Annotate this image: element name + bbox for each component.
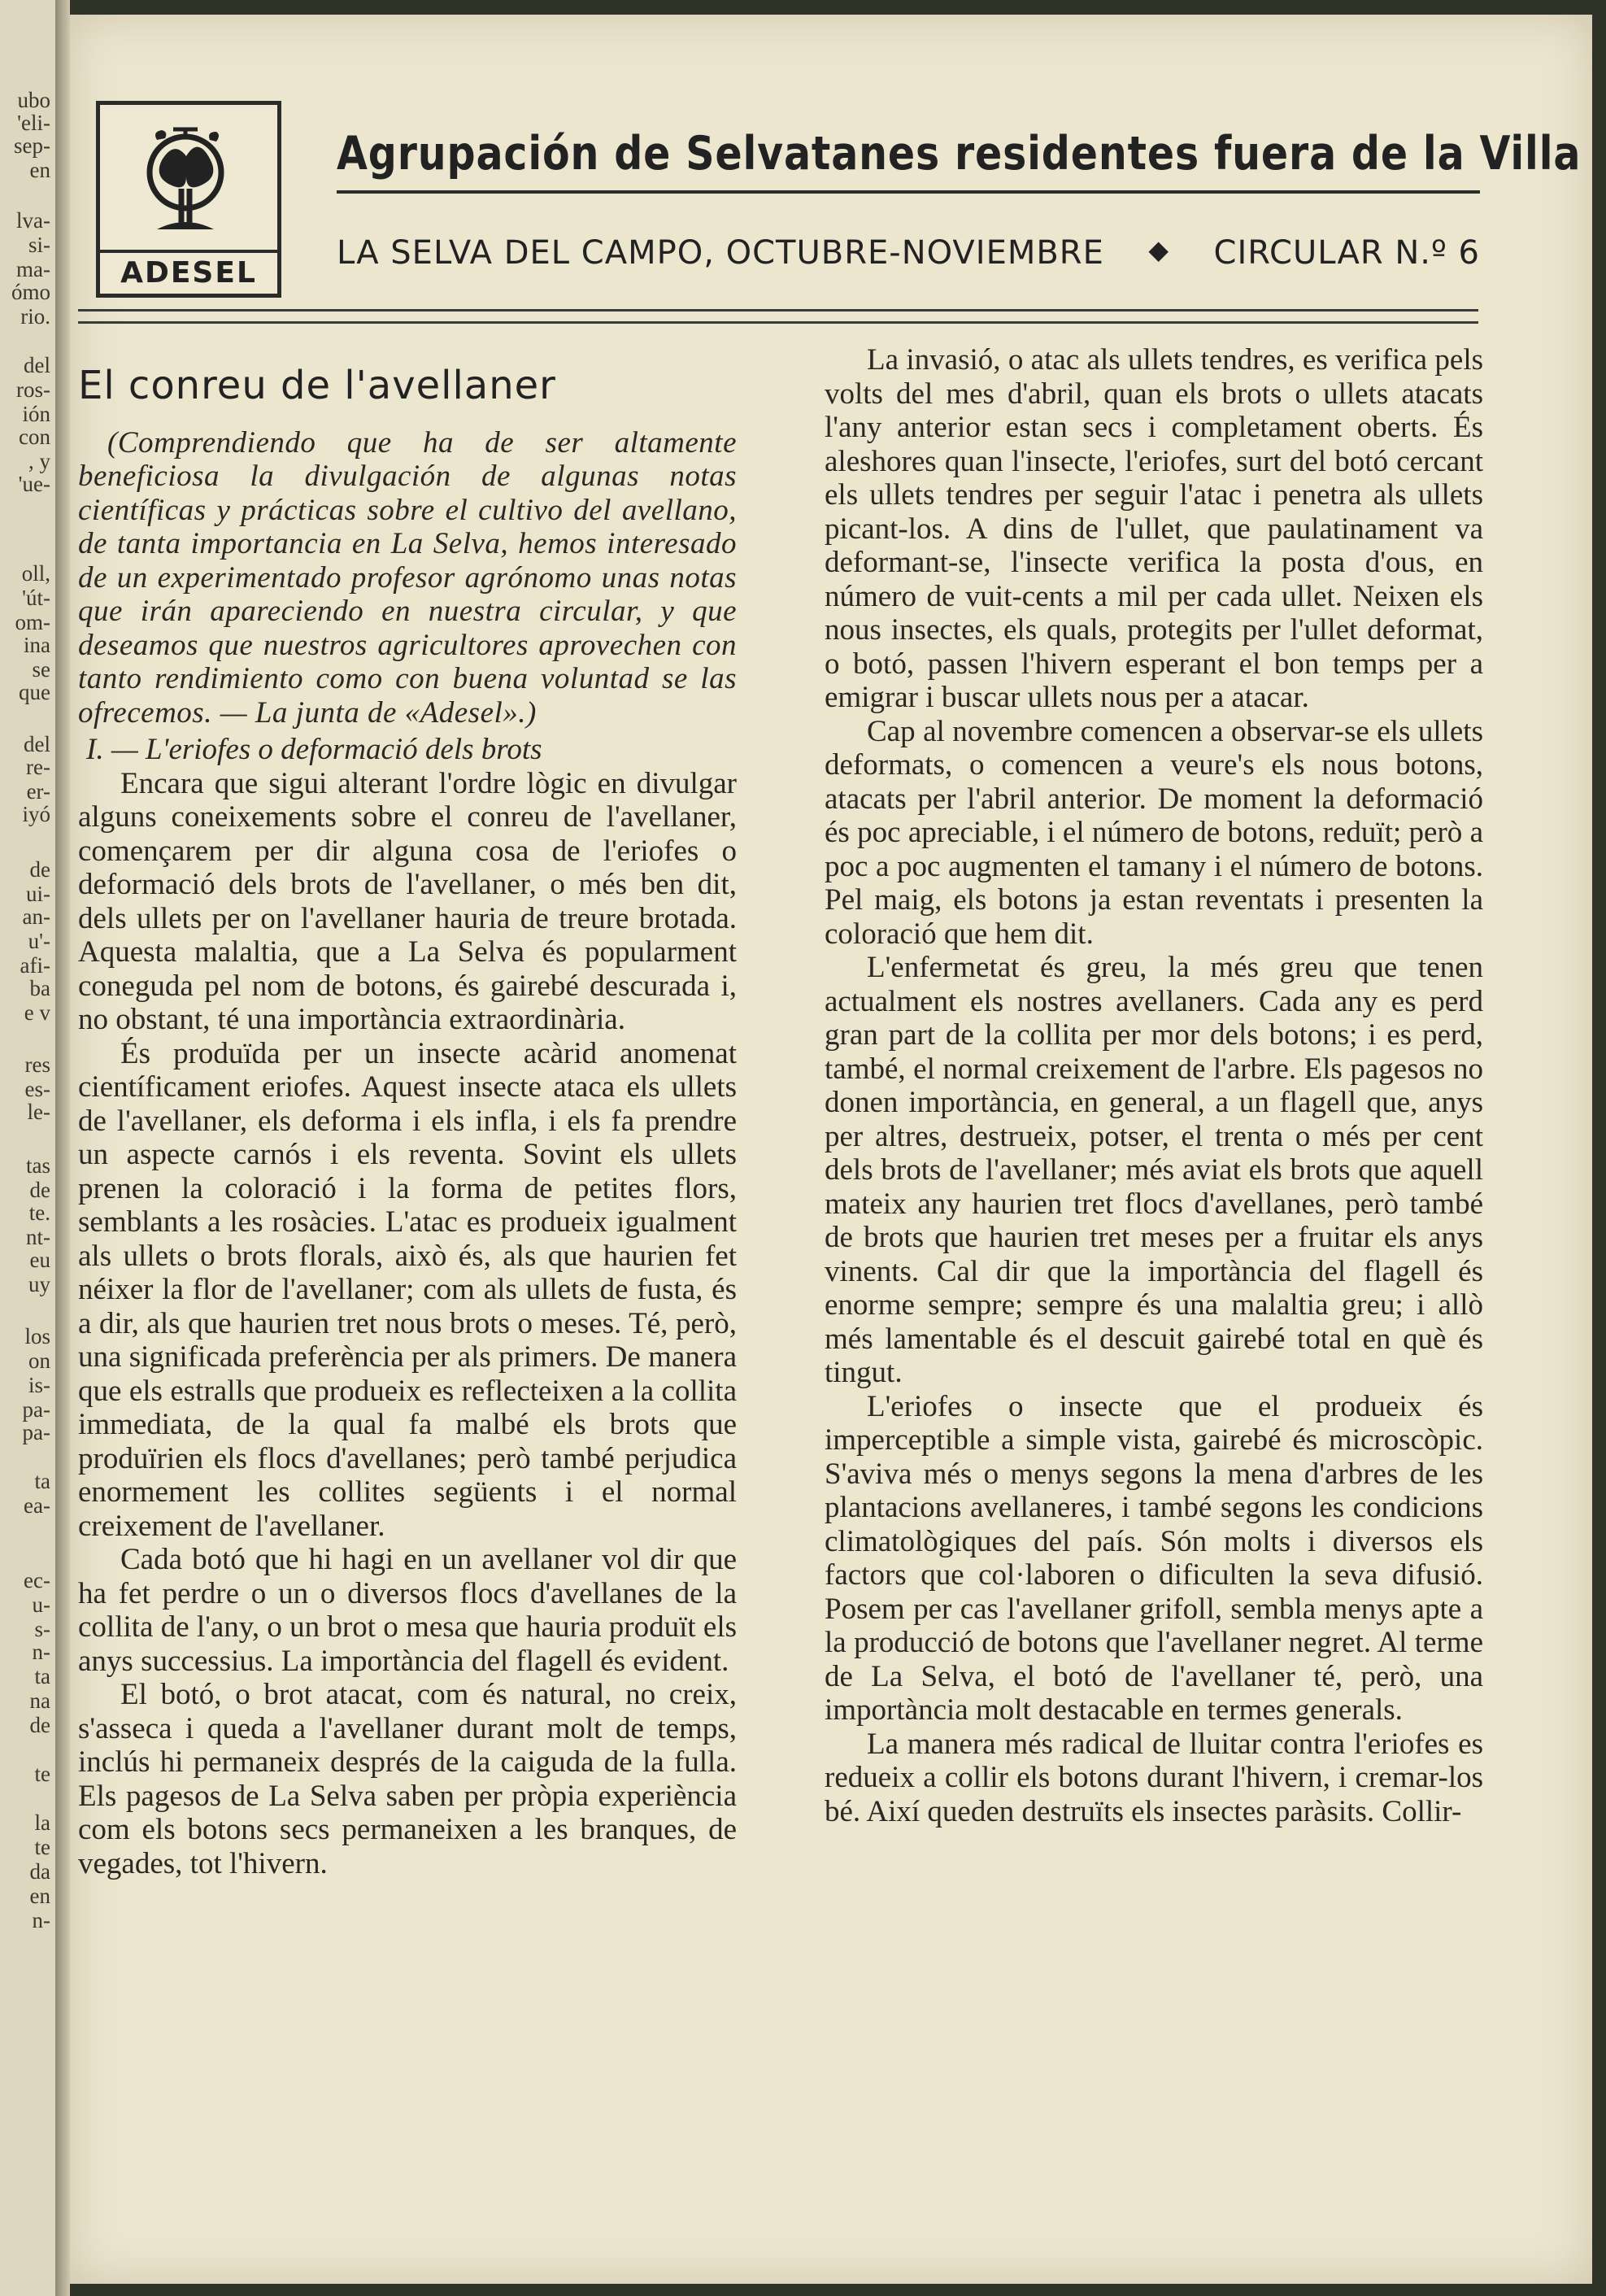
adjacent-page-fragment: res <box>24 1052 50 1077</box>
body-paragraph: El botó, o brot atacat, com és natural, no creix, s'asseca i queda a l'avellaner durant molt de temps, inclús hi permaneix després de la caiguda de la fulla. Els pagesos de La Selva saben per pròpia experiència com els botons secs permaneixen a les branques, de vegades, tot l'hivern. <box>78 1678 737 1880</box>
place-date: LA SELVA DEL CAMPO, OCTUBRE-NOVIEMBRE <box>337 234 1104 272</box>
adjacent-page-fragment: ubo <box>17 88 50 112</box>
article-title: El conreu de l'avellaner <box>78 363 556 408</box>
adjacent-page-fragment: , y <box>28 449 50 473</box>
adjacent-page-fragment: te <box>34 1835 50 1859</box>
body-paragraph: Encara que sigui alterant l'ordre lògic en divulgar alguns coneixements sobre el conreu de l'avellaner, començarem per dir alguna cosa de l'eriofes o deformació dels brots de l'avellaner, o més ben dit, dels ullets per on l'avellaner hauria de treure brotada. Aquesta malaltia, que a La Selva és popularment coneguda pel nom de botons, és gairebé descurada i, no obstant, té una importància extraordinària. <box>78 766 737 1036</box>
masthead-title: Agrupación de Selvatanes residentes fuera de la Villa <box>337 127 1582 181</box>
adjacent-page-fragment: de <box>29 1713 50 1737</box>
adjacent-page-fragment: en <box>29 1884 50 1908</box>
adjacent-page-fragment: na <box>29 1688 50 1713</box>
adjacent-page-fragment: le- <box>27 1100 50 1124</box>
adjacent-page-fragment: del <box>24 732 50 756</box>
adjacent-page-fragment: que <box>19 680 50 704</box>
adjacent-page-fragment: en <box>29 158 50 182</box>
masthead-subtitle <box>337 234 1480 272</box>
adjacent-page-fragment: te. <box>28 1200 50 1225</box>
page-gutter <box>55 0 70 2296</box>
adjacent-page-fragment: ómo <box>11 280 50 304</box>
adjacent-page-fragment: u'- <box>28 929 50 953</box>
adjacent-page-fragment: er- <box>26 779 50 804</box>
adjacent-page-fragment: ta <box>34 1469 50 1493</box>
adesel-logo <box>96 101 281 298</box>
adjacent-page-fragment: se <box>32 657 50 682</box>
circular-number: CIRCULAR N.º 6 <box>1213 234 1480 272</box>
body-paragraph: L'eriofes o insecte que el produeix és imperceptible a simple vista, gairebé és microscòpic. S'aviva més o menys segons la mena d'arbres de les plantacions avellaneres, i també segons les condicions climatològiques del país. Són molts i diversos els factors que col·laboren o dificulten la seva difusió. Posem per cas l'avellaner grifoll, sembla menys apte a la producció de botons que l'avellaner negret. Al terme de La Selva, el botó de l'avellaner té, però, una importància molt destacable en termes generals. <box>825 1389 1483 1727</box>
adjacent-page-fragment: si- <box>28 233 50 257</box>
body-paragraph: És produïda per un insecte acàrid anomenat científicament eriofes. Aquest insecte ataca els ullets de l'avellaner, els deforma i els infla, i els fa prendre un aspecte carnós i els reventa. Sovint els ullets prenen la coloració i la forma de petites flors, semblants a les rosàcies. L'atac es produeix igualment als ullets o brots florals, això és, als que haurien fet néixer la flor de l'avellaner; com als ullets de fusta, és a dir, als que haurien tret nous brots o meses. Té, però, una significada preferència per als primers. De manera que els estralls que produeix es reflecteixen a la collita immediata, de la qual fa malbé els brots que produïrien els flocs d'avellanes; però també perjudica enormement les collites següents i el normal creixement de l'avellaner. <box>78 1036 737 1543</box>
right-column <box>825 340 1483 1828</box>
adjacent-page-fragment: eu <box>29 1248 50 1272</box>
adjacent-page-fragment: n- <box>32 1640 50 1664</box>
body-paragraph: La manera més radical de lluitar contra l'eriofes es redueix a collir els botons durant l'hivern, i cremar-los bé. Així queden destruïts els insectes paràsits. Collir- <box>825 1727 1483 1828</box>
adjacent-page-fragment: is- <box>28 1373 50 1397</box>
adjacent-page-fragment: oll, <box>21 561 50 586</box>
adjacent-page-fragment: con <box>19 425 50 449</box>
adjacent-page-fragment: pa- <box>22 1420 50 1444</box>
adjacent-page-fragment: lva- <box>16 208 50 233</box>
adjacent-page-fragment: ta <box>34 1664 50 1688</box>
adjacent-page-fragment: 'eli- <box>17 111 50 135</box>
adjacent-page-fragment: iyó <box>22 802 50 826</box>
header-double-rule <box>78 309 1478 324</box>
tree-emblem-icon <box>124 111 246 242</box>
adjacent-page-fragment: rio. <box>20 304 50 329</box>
adjacent-page-fragment: sep- <box>14 133 50 158</box>
body-paragraph: Cap al novembre comencen a observar-se els ullets deformats, o comencen a veure's els nous botons, atacats per l'abril anterior. De moment la deformació és poc apreciable, i el número de botons, reduït; però a poc a poc augmenten el tamany i el número de botons. Pel maig, els botons ja estan reventats i presenten la coloració que hem dit. <box>825 714 1483 951</box>
body-paragraph: Cada botó que hi hagi en un avellaner vol dir que ha fet perdre o un o diversos flocs d'avellanes de la collita de l'any, o un brot o mesa que hauria produït els anys successius. La importància del flagell és evident. <box>78 1543 737 1678</box>
adjacent-page-fragment: los <box>24 1324 50 1348</box>
adjacent-page-fragment: s- <box>34 1617 50 1641</box>
adjacent-page-fragment: nt- <box>26 1225 50 1249</box>
body-paragraph: L'enfermetat és greu, la més greu que tenen actualment els nostres avellaners. Cada any es perd gran part de la collita per mor dels botons; i es perd, també, el normal creixement de l'arbre. Els pagesos no donen importància, en general, a un flagell que, anys per altres, destrueix, potser, el trenta o més per cent dels brots de l'avellaner; més aviat els brots que aquell mateix any haurien tret flocs d'avellanes, però també de brots que haurien tret meses per a fruitar els anys vinents. Cal dir que la importància del flagell és enorme sempre; sempre és una malaltia greu; i allò més lamentable és el descuit gairebé total en què és tingut. <box>825 951 1483 1389</box>
adjacent-page-fragment: ba <box>29 976 50 1000</box>
diamond-separator-icon: ◆ <box>1148 234 1169 265</box>
adjacent-page-fragment: on <box>28 1348 50 1373</box>
adjacent-page-fragment: 'ue- <box>18 472 50 496</box>
article-intro: (Comprendiendo que ha de ser altamente beneficiosa la divulgación de algunas notas científicas y prácticas sobre el cultivo del avellano, de tanta importancia en La Selva, hemos interesado de un experimentado profesor agrónomo unas notas que irán apareciendo en nuestra circular, y que deseamos que nuestros agricultores aprovechen con tanto rendimiento como con buena voluntad se las ofrecemos. — La junta de «Adesel».) <box>78 425 737 730</box>
adjacent-page-fragment: n- <box>32 1908 50 1932</box>
adjacent-page-fragment: de <box>29 857 50 882</box>
logo-text: ADESEL <box>100 250 277 294</box>
adjacent-page-strip <box>0 0 55 2296</box>
adjacent-page-fragment: u- <box>32 1592 50 1617</box>
adjacent-page-fragment: tas <box>26 1153 50 1178</box>
adjacent-page-fragment: ros- <box>16 377 50 402</box>
adjacent-page-fragment: 'út- <box>22 586 50 610</box>
adjacent-page-fragment: ui- <box>26 882 50 906</box>
title-rule <box>337 190 1480 194</box>
adjacent-page-fragment: an- <box>22 904 50 929</box>
adjacent-page-fragment: de <box>29 1178 50 1202</box>
circular-page <box>70 15 1592 2284</box>
adjacent-page-fragment: ec- <box>24 1568 50 1592</box>
adjacent-page-fragment: e v <box>24 1000 50 1025</box>
adjacent-page-fragment: ea- <box>24 1493 50 1518</box>
adjacent-page-fragment: ma- <box>16 257 50 281</box>
adjacent-page-fragment: re- <box>26 755 50 779</box>
left-column <box>78 340 737 1880</box>
section-heading: I. — L'eriofes o deformació dels brots <box>86 733 542 766</box>
adjacent-page-fragment: pa- <box>22 1397 50 1422</box>
adjacent-page-fragment: la <box>34 1810 50 1835</box>
adjacent-page-fragment: ina <box>24 633 50 657</box>
adjacent-page-fragment: es- <box>24 1077 50 1101</box>
adjacent-page-fragment: ión <box>22 402 50 426</box>
adjacent-page-fragment: afi- <box>20 953 50 978</box>
adjacent-page-fragment: del <box>24 353 50 377</box>
body-paragraph: La invasió, o atac als ullets tendres, es verifica pels volts del mes d'abril, quan els brots o ullets atacats l'any anterior estan secs i completament oberts. És aleshores quan l'insecte, l'eriofes, surt del botó cercant els ullets tendres per seguir l'atac i penetra als ullets picant-los. A dins de l'ullet, que paulatinament va deformant-se, l'insecte verifica la posta d'ous, en número de vuit-cents a mil per cada ullet. Neixen els nous insectes, els quals, protegits per l'ullet deformat, o botó, passen l'hivern esperant el bon temps per a emigrar i buscar ullets nous per a atacar. <box>825 343 1483 714</box>
adjacent-page-fragment: om- <box>15 610 50 634</box>
adjacent-page-fragment: da <box>29 1859 50 1884</box>
adjacent-page-fragment: te <box>34 1762 50 1786</box>
adjacent-page-fragment: uy <box>28 1272 50 1296</box>
